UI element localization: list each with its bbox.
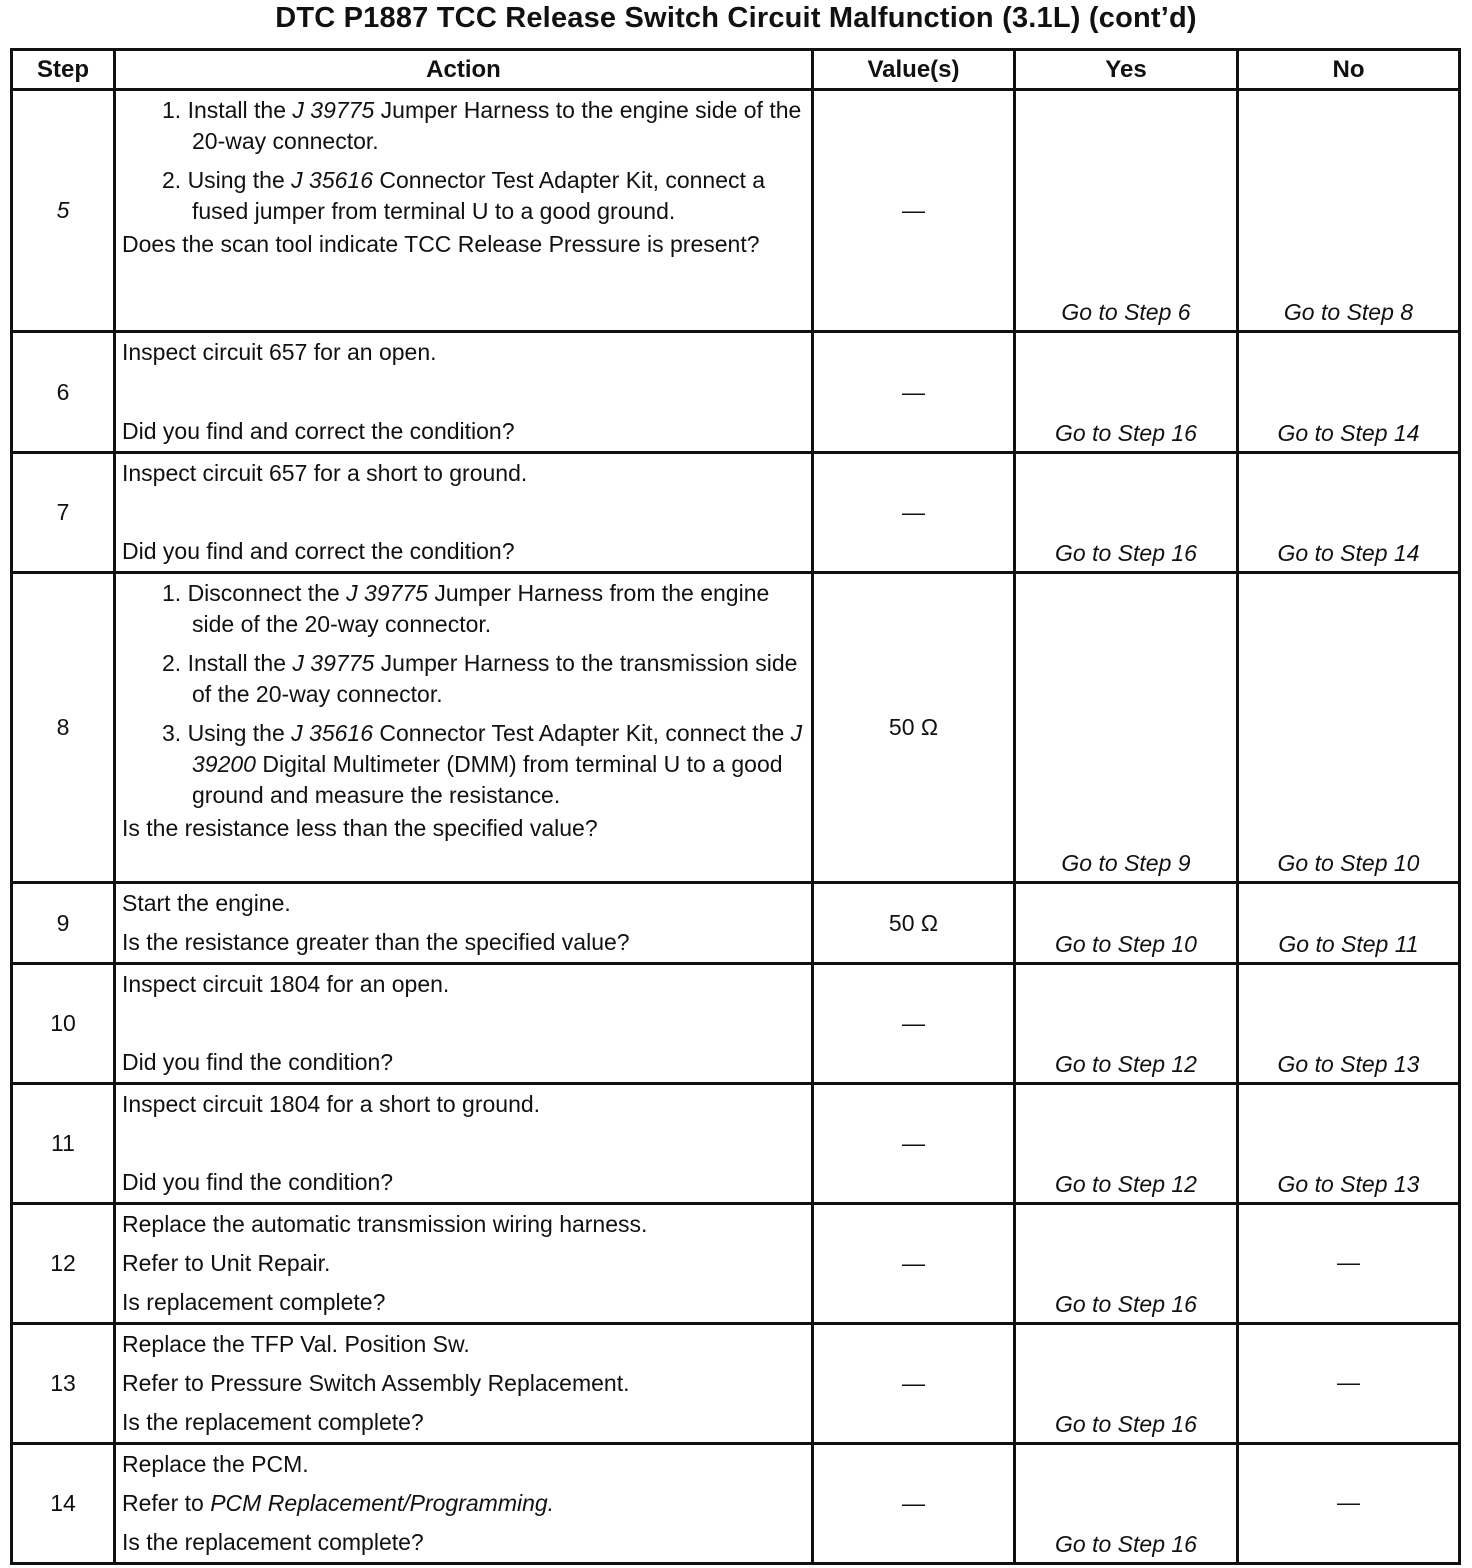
action-line: Inspect circuit 657 for an open. (122, 339, 437, 365)
table-row (12, 1324, 1460, 1444)
action-question: Is the resistance less than the specified value? (122, 815, 598, 841)
reference-link-text: PCM Replacement/Programming. (210, 1490, 555, 1516)
action-cell (115, 453, 813, 573)
action-line: Refer to PCM Replacement/Programming. (122, 1490, 555, 1516)
header-step: Step (12, 50, 115, 90)
value-cell: — (813, 1324, 1015, 1444)
action-question: Is replacement complete? (122, 1289, 386, 1315)
action-line: Inspect circuit 1804 for an open. (122, 971, 450, 997)
step-number: 13 (12, 1324, 115, 1444)
action-question: Did you find and correct the condition? (122, 538, 515, 564)
yes-cell: Go to Step 12 (1015, 1084, 1238, 1204)
action-cell (115, 1324, 813, 1444)
page-title: DTC P1887 TCC Release Switch Circuit Malfunction (3.1L) (cont’d) (275, 2, 1197, 34)
value-cell: — (813, 1444, 1015, 1564)
action-list (122, 578, 805, 811)
value-cell: — (813, 1204, 1015, 1324)
table-row (12, 332, 1460, 453)
action-cell (115, 964, 813, 1084)
action-cell (115, 1084, 813, 1204)
step-number: 9 (12, 883, 115, 964)
value-cell: — (813, 453, 1015, 573)
action-question: Did you find the condition? (122, 1169, 394, 1195)
list-item: 1. Disconnect the J 39775 Jumper Harness from the engine side of the 20-way connector. (162, 580, 770, 637)
table-row (12, 453, 1460, 573)
no-cell: Go to Step 10 (1238, 573, 1460, 883)
step-number: 11 (12, 1084, 115, 1204)
step-number: 7 (12, 453, 115, 573)
action-cell (115, 332, 813, 453)
yes-cell: Go to Step 6 (1015, 90, 1238, 332)
no-cell: — (1238, 1444, 1460, 1564)
list-item: 2. Install the J 39775 Jumper Harness to the transmission side of the 20-way connector. (162, 650, 798, 707)
step-number: 8 (12, 573, 115, 883)
yes-cell: Go to Step 16 (1015, 453, 1238, 573)
no-cell: Go to Step 14 (1238, 332, 1460, 453)
yes-cell: Go to Step 16 (1015, 1324, 1238, 1444)
no-cell: — (1238, 1204, 1460, 1324)
action-line: Replace the TFP Val. Position Sw. (122, 1331, 470, 1357)
action-line: Inspect circuit 657 for a short to ground. (122, 460, 528, 486)
action-question: Is the resistance greater than the specified value? (122, 929, 630, 955)
header-action: Action (115, 50, 813, 90)
table-row (12, 573, 1460, 883)
diagnostic-table (10, 48, 1461, 1565)
yes-cell: Go to Step 9 (1015, 573, 1238, 883)
action-line: Replace the automatic transmission wiring harness. (122, 1211, 648, 1237)
value-cell: — (813, 964, 1015, 1084)
action-line: Start the engine. (122, 890, 291, 916)
table-row (12, 1444, 1460, 1564)
no-cell: Go to Step 8 (1238, 90, 1460, 332)
action-question: Did you find the condition? (122, 1049, 394, 1075)
yes-cell: Go to Step 16 (1015, 1204, 1238, 1324)
value-cell: — (813, 332, 1015, 453)
action-cell (115, 573, 813, 883)
table-row (12, 883, 1460, 964)
action-line: Refer to Unit Repair. (122, 1250, 331, 1276)
no-cell: Go to Step 13 (1238, 964, 1460, 1084)
header-row (12, 50, 1460, 90)
no-cell: Go to Step 13 (1238, 1084, 1460, 1204)
step-number: 6 (12, 332, 115, 453)
action-cell (115, 1444, 813, 1564)
no-cell: — (1238, 1324, 1460, 1444)
step-number: 12 (12, 1204, 115, 1324)
table-row (12, 1084, 1460, 1204)
list-item: 3. Using the J 35616 Connector Test Adapter Kit, connect the J 39200 Digital Multimeter (DMM) from terminal U to a good ground and measure the resistance. (162, 720, 803, 808)
value-cell: — (813, 1084, 1015, 1204)
header-no: No (1238, 50, 1460, 90)
no-cell: Go to Step 11 (1238, 883, 1460, 964)
value-cell: — (813, 90, 1015, 332)
yes-cell: Go to Step 16 (1015, 332, 1238, 453)
list-item: 2. Using the J 35616 Connector Test Adapter Kit, connect a fused jumper from terminal U to a good ground. (162, 167, 766, 224)
action-question: Is the replacement complete? (122, 1409, 424, 1435)
action-line: Refer to Pressure Switch Assembly Replacement. (122, 1370, 630, 1396)
yes-cell: Go to Step 16 (1015, 1444, 1238, 1564)
header-yes: Yes (1015, 50, 1238, 90)
step-number: 5 (12, 90, 115, 332)
action-line: Replace the PCM. (122, 1451, 309, 1477)
action-list (122, 95, 805, 227)
action-question: Does the scan tool indicate TCC Release Pressure is present? (122, 231, 760, 257)
yes-cell: Go to Step 10 (1015, 883, 1238, 964)
action-cell (115, 90, 813, 332)
list-item: 1. Install the J 39775 Jumper Harness to the engine side of the 20-way connector. (162, 97, 802, 154)
value-cell: 50 Ω (813, 883, 1015, 964)
action-question: Did you find and correct the condition? (122, 418, 515, 444)
step-number: 10 (12, 964, 115, 1084)
table-row (12, 1204, 1460, 1324)
table-row (12, 964, 1460, 1084)
action-question: Is the replacement complete? (122, 1529, 424, 1555)
no-cell: Go to Step 14 (1238, 453, 1460, 573)
yes-cell: Go to Step 12 (1015, 964, 1238, 1084)
header-values: Value(s) (813, 50, 1015, 90)
step-number: 14 (12, 1444, 115, 1564)
action-line: Inspect circuit 1804 for a short to ground. (122, 1091, 541, 1117)
action-cell (115, 883, 813, 964)
action-cell (115, 1204, 813, 1324)
table-row (12, 90, 1460, 332)
value-cell: 50 Ω (813, 573, 1015, 883)
